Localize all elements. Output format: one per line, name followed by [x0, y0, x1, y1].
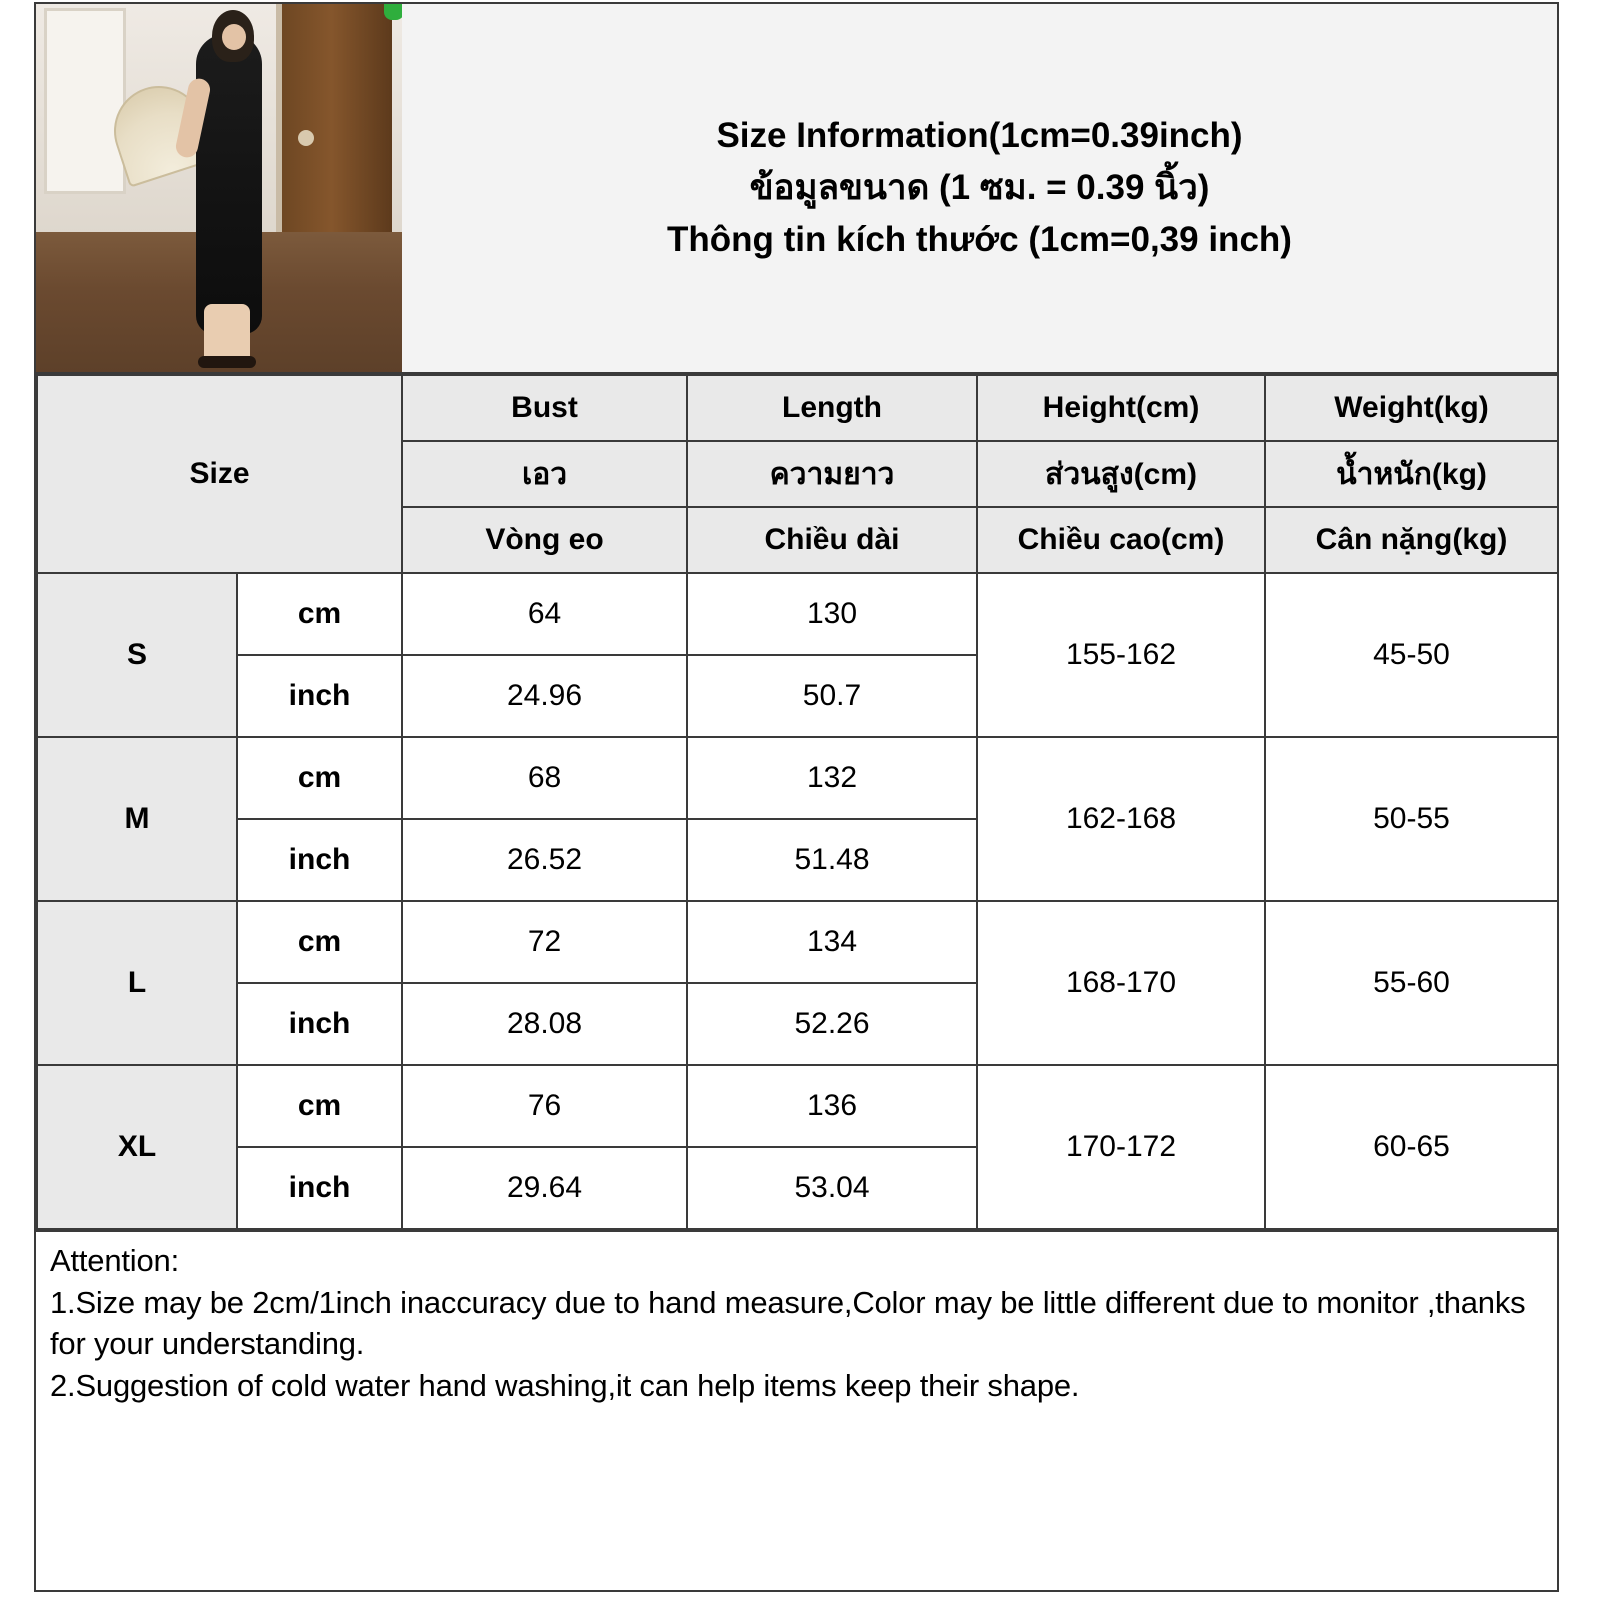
- col-header-length-vi: Chiều dài: [687, 507, 977, 573]
- unit-inch-l: inch: [237, 983, 402, 1065]
- bust-inch-m: 26.52: [402, 819, 687, 901]
- attention-note-1: 1.Size may be 2cm/1inch inaccuracy due to hand measure,Color may be little different due to monitor ,thanks for your understanding.: [50, 1284, 1526, 1362]
- length-inch-l: 52.26: [687, 983, 977, 1065]
- photo-wall-panel: [44, 8, 126, 194]
- table-row: [37, 573, 1558, 655]
- photo-model-dress: [196, 34, 262, 334]
- product-photo: [36, 4, 402, 372]
- row-size-l: L: [37, 901, 237, 1065]
- length-inch-m: 51.48: [687, 819, 977, 901]
- row-size-m: M: [37, 737, 237, 901]
- col-header-bust-vi: Vòng eo: [402, 507, 687, 573]
- table-row: [37, 1065, 1558, 1147]
- photo-doorknob: [298, 130, 314, 146]
- bust-cm-s: 64: [402, 573, 687, 655]
- unit-cm-m: cm: [237, 737, 402, 819]
- header-band: [36, 4, 1557, 374]
- unit-inch-s: inch: [237, 655, 402, 737]
- size-table: [36, 374, 1559, 1230]
- col-header-length-th: ความยาว: [687, 441, 977, 507]
- photo-model-shoes: [198, 356, 256, 368]
- col-header-height-en: Height(cm): [977, 375, 1265, 441]
- attention-note-2: 2.Suggestion of cold water hand washing,it can help items keep their shape.: [50, 1367, 1080, 1403]
- length-inch-s: 50.7: [687, 655, 977, 737]
- weight-s: 45-50: [1265, 573, 1558, 737]
- col-header-weight-en: Weight(kg): [1265, 375, 1558, 441]
- bust-cm-m: 68: [402, 737, 687, 819]
- length-cm-m: 132: [687, 737, 977, 819]
- attention-heading: Attention:: [50, 1243, 179, 1278]
- size-chart-frame: [34, 2, 1559, 1592]
- unit-cm-s: cm: [237, 573, 402, 655]
- col-header-bust-th: เอว: [402, 441, 687, 507]
- unit-cm-l: cm: [237, 901, 402, 983]
- height-l: 168-170: [977, 901, 1265, 1065]
- height-xl: 170-172: [977, 1065, 1265, 1229]
- row-size-s: S: [37, 573, 237, 737]
- bust-cm-xl: 76: [402, 1065, 687, 1147]
- unit-cm-xl: cm: [237, 1065, 402, 1147]
- unit-inch-xl: inch: [237, 1147, 402, 1229]
- bust-cm-l: 72: [402, 901, 687, 983]
- unit-inch-m: inch: [237, 819, 402, 901]
- bust-inch-s: 24.96: [402, 655, 687, 737]
- photo-model-legs: [204, 304, 250, 364]
- col-header-bust-en: Bust: [402, 375, 687, 441]
- col-header-height-vi: Chiều cao(cm): [977, 507, 1265, 573]
- title-block: [402, 4, 1557, 372]
- size-table-wrapper: [36, 374, 1557, 1232]
- photo-model-face: [222, 24, 246, 50]
- weight-m: 50-55: [1265, 737, 1558, 901]
- green-marker-icon: [384, 4, 402, 20]
- attention-block: [36, 1232, 1557, 1590]
- col-header-height-th: ส่วนสูง(cm): [977, 441, 1265, 507]
- length-inch-xl: 53.04: [687, 1147, 977, 1229]
- length-cm-s: 130: [687, 573, 977, 655]
- bust-inch-l: 28.08: [402, 983, 687, 1065]
- weight-xl: 60-65: [1265, 1065, 1558, 1229]
- length-cm-xl: 136: [687, 1065, 977, 1147]
- title-line-en: Size Information(1cm=0.39inch): [716, 116, 1243, 156]
- table-row: [37, 901, 1558, 983]
- col-header-length-en: Length: [687, 375, 977, 441]
- length-cm-l: 134: [687, 901, 977, 983]
- table-row: [37, 737, 1558, 819]
- bust-inch-xl: 29.64: [402, 1147, 687, 1229]
- table-header-row-en: [37, 375, 1558, 441]
- size-header-cell: Size: [37, 375, 402, 573]
- title-line-vi: Thông tin kích thước (1cm=0,39 inch): [667, 219, 1292, 259]
- weight-l: 55-60: [1265, 901, 1558, 1065]
- col-header-weight-th: น้ำหนัก(kg): [1265, 441, 1558, 507]
- col-header-weight-vi: Cân nặng(kg): [1265, 507, 1558, 573]
- height-m: 162-168: [977, 737, 1265, 901]
- height-s: 155-162: [977, 573, 1265, 737]
- row-size-xl: XL: [37, 1065, 237, 1229]
- title-line-th: ข้อมูลขนาด (1 ซม. = 0.39 นิ้ว): [749, 168, 1210, 208]
